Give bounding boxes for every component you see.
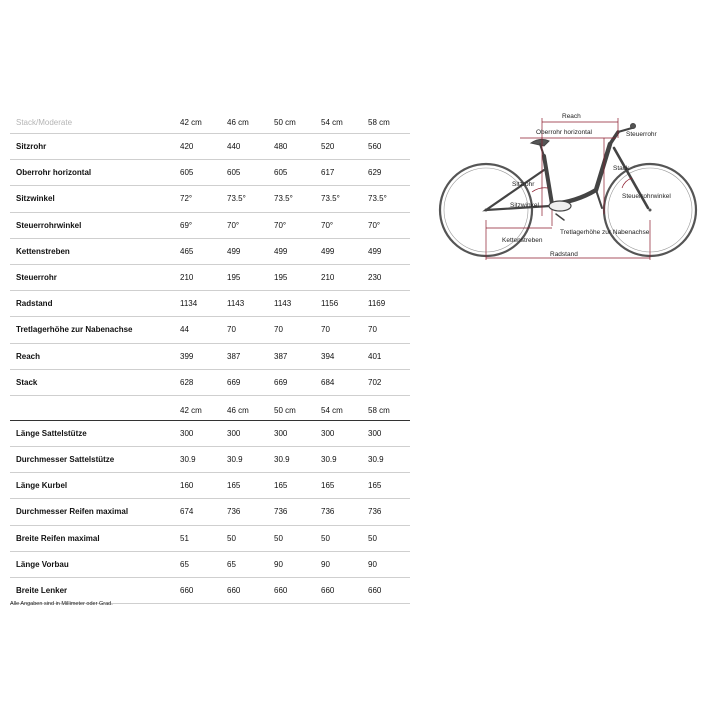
table-cell: 210 xyxy=(321,272,335,282)
table-cell: 736 xyxy=(227,507,241,517)
label-reach: Reach xyxy=(562,113,581,120)
header-size: 58 cm xyxy=(368,118,390,127)
table-cell: 72° xyxy=(180,194,193,204)
table-cell: 50 xyxy=(321,533,330,543)
row-label: Sitzwinkel xyxy=(16,194,55,204)
table-cell: 399 xyxy=(180,351,194,361)
table-cell: 165 xyxy=(227,481,241,491)
header-label: Stack/Moderate xyxy=(16,118,73,127)
table-cell: 660 xyxy=(227,586,241,595)
table-cell: 50 xyxy=(368,533,377,543)
table-cell: 736 xyxy=(321,507,335,517)
table-cell: 480 xyxy=(274,142,288,151)
table-cell: 300 xyxy=(180,428,194,438)
table-cell: 660 xyxy=(368,586,382,595)
header-size: 42 cm xyxy=(180,118,202,127)
label-stack: Stack xyxy=(613,165,630,172)
row-label: Radstand xyxy=(16,299,53,309)
table-cell: 69° xyxy=(180,220,193,230)
table-cell: 65 xyxy=(227,559,236,569)
table-row xyxy=(10,499,410,525)
row-label: Breite Lenker xyxy=(16,586,68,595)
table-cell: 70° xyxy=(274,220,287,230)
table-cell: 387 xyxy=(227,351,241,361)
row-label: Länge Vorbau xyxy=(16,559,69,569)
header-size: 46 cm xyxy=(227,405,249,415)
table-cell: 669 xyxy=(227,377,241,387)
table-header-row-2 xyxy=(10,396,410,421)
table-cell: 70 xyxy=(274,325,283,335)
table-row xyxy=(10,317,410,343)
row-label: Steuerrohr xyxy=(16,272,57,282)
table-row xyxy=(10,134,410,160)
table-cell: 394 xyxy=(321,351,335,361)
table-cell: 73.5° xyxy=(321,194,340,204)
table-cell: 73.5° xyxy=(274,194,293,204)
table-cell: 660 xyxy=(274,586,288,595)
table-cell: 499 xyxy=(368,246,382,256)
header-size: 50 cm xyxy=(274,405,296,415)
table-cell: 195 xyxy=(227,272,241,282)
table-cell: 70 xyxy=(227,325,236,335)
table-row xyxy=(10,526,410,552)
header-size: 58 cm xyxy=(368,405,390,415)
table-row xyxy=(10,421,410,447)
table-row xyxy=(10,265,410,291)
table-cell: 30.9 xyxy=(274,455,290,465)
table-cell: 70° xyxy=(321,220,334,230)
row-label: Durchmesser Reifen maximal xyxy=(16,507,129,517)
front-hub xyxy=(649,209,652,212)
table-cell: 605 xyxy=(227,168,241,178)
label-head-tube: Steuerrohr xyxy=(626,131,657,138)
table-cell: 50 xyxy=(274,533,283,543)
table-cell: 30.9 xyxy=(180,455,196,465)
table-cell: 674 xyxy=(180,507,194,517)
table-header-row xyxy=(10,112,410,134)
table-cell: 499 xyxy=(227,246,241,256)
header-size: 46 cm xyxy=(227,118,249,127)
table-cell: 70 xyxy=(368,325,377,335)
row-label: Breite Reifen maximal xyxy=(16,533,100,543)
table-cell: 30.9 xyxy=(227,455,243,465)
header-size: 54 cm xyxy=(321,118,343,127)
table-cell: 210 xyxy=(180,272,194,282)
label-seat-tube: Sitzrohr xyxy=(512,181,535,188)
table-cell: 90 xyxy=(274,559,283,569)
table-row xyxy=(10,186,410,212)
table-cell: 736 xyxy=(274,507,288,517)
label-top-tube: Oberrohr horizontal xyxy=(536,129,592,136)
row-label: Oberrohr horizontal xyxy=(16,168,92,178)
table-cell: 520 xyxy=(321,142,335,151)
table-cell: 73.5° xyxy=(227,194,246,204)
table-cell: 165 xyxy=(274,481,288,491)
table-row xyxy=(10,291,410,317)
table-cell: 628 xyxy=(180,377,194,387)
bike-geometry-diagram xyxy=(436,108,716,273)
table-cell: 44 xyxy=(180,325,189,335)
row-label: Kettenstreben xyxy=(16,246,70,256)
table-cell: 73.5° xyxy=(368,194,387,204)
table-cell: 465 xyxy=(180,246,194,256)
row-label: Steuerrohrwinkel xyxy=(16,220,82,230)
table-cell: 669 xyxy=(274,377,288,387)
row-label: Stack xyxy=(16,377,38,387)
table-cell: 387 xyxy=(274,351,288,361)
row-label: Reach xyxy=(16,351,41,361)
table-cell: 70° xyxy=(368,220,381,230)
table-row xyxy=(10,552,410,578)
table-cell: 684 xyxy=(321,377,335,387)
geometry-table xyxy=(10,112,410,604)
table-cell: 90 xyxy=(321,559,330,569)
table-row xyxy=(10,473,410,499)
table-row xyxy=(10,239,410,265)
header-size: 54 cm xyxy=(321,405,343,415)
bike-diagram-svg xyxy=(436,108,716,273)
row-label: Länge Kurbel xyxy=(16,481,68,491)
table-cell: 440 xyxy=(227,142,241,151)
table-cell: 51 xyxy=(180,533,189,543)
table-cell: 165 xyxy=(368,481,382,491)
table-cell: 605 xyxy=(274,168,288,178)
table-cell: 605 xyxy=(180,168,194,178)
table-row xyxy=(10,213,410,239)
table-cell: 1169 xyxy=(368,299,386,309)
row-label: Durchmesser Sattelstütze xyxy=(16,455,115,465)
table-cell: 160 xyxy=(180,481,194,491)
table-cell: 165 xyxy=(321,481,335,491)
footnote: Alle Angaben sind in Millimeter oder Grad. xyxy=(10,601,113,607)
table-cell: 1143 xyxy=(227,299,245,309)
label-head-angle: Steuerrohrwinkel xyxy=(622,193,671,200)
row-label: Tretlagerhöhe zur Nabenachse xyxy=(16,325,133,335)
table-cell: 499 xyxy=(274,246,288,256)
row-label: Länge Sattelstütze xyxy=(16,428,87,438)
label-wheelbase: Radstand xyxy=(550,251,578,258)
table-cell: 617 xyxy=(321,168,335,178)
label-seat-angle: Sitzwinkel xyxy=(510,202,539,209)
table-cell: 70° xyxy=(227,220,240,230)
table-cell: 1134 xyxy=(180,299,198,309)
table-row xyxy=(10,160,410,186)
table-cell: 65 xyxy=(180,559,189,569)
table-cell: 499 xyxy=(321,246,335,256)
table-row xyxy=(10,370,410,396)
table-cell: 702 xyxy=(368,377,382,387)
table-cell: 300 xyxy=(368,428,382,438)
table-row xyxy=(10,447,410,473)
header-size: 50 cm xyxy=(274,118,296,127)
table-cell: 1156 xyxy=(321,299,339,309)
table-cell: 300 xyxy=(274,428,288,438)
table-cell: 300 xyxy=(227,428,241,438)
table-cell: 660 xyxy=(321,586,335,595)
table-cell: 660 xyxy=(180,586,194,595)
table-cell: 50 xyxy=(227,533,236,543)
table-cell: 1143 xyxy=(274,299,292,309)
table-cell: 30.9 xyxy=(368,455,384,465)
table-cell: 230 xyxy=(368,272,382,282)
table-cell: 736 xyxy=(368,507,382,517)
table-cell: 401 xyxy=(368,351,382,361)
table-cell: 420 xyxy=(180,142,194,151)
table-cell: 195 xyxy=(274,272,288,282)
table-cell: 629 xyxy=(368,168,382,178)
table-cell: 70 xyxy=(321,325,330,335)
label-chainstay: Kettenstreben xyxy=(502,237,543,244)
label-bb-drop: Tretlagerhöhe zur Nabenachse xyxy=(560,229,650,236)
table-cell: 300 xyxy=(321,428,335,438)
header-size: 42 cm xyxy=(180,405,202,415)
table-cell: 90 xyxy=(368,559,377,569)
table-cell: 560 xyxy=(368,142,382,151)
table-cell: 30.9 xyxy=(321,455,337,465)
table-row xyxy=(10,344,410,370)
row-label: Sitzrohr xyxy=(16,142,47,151)
